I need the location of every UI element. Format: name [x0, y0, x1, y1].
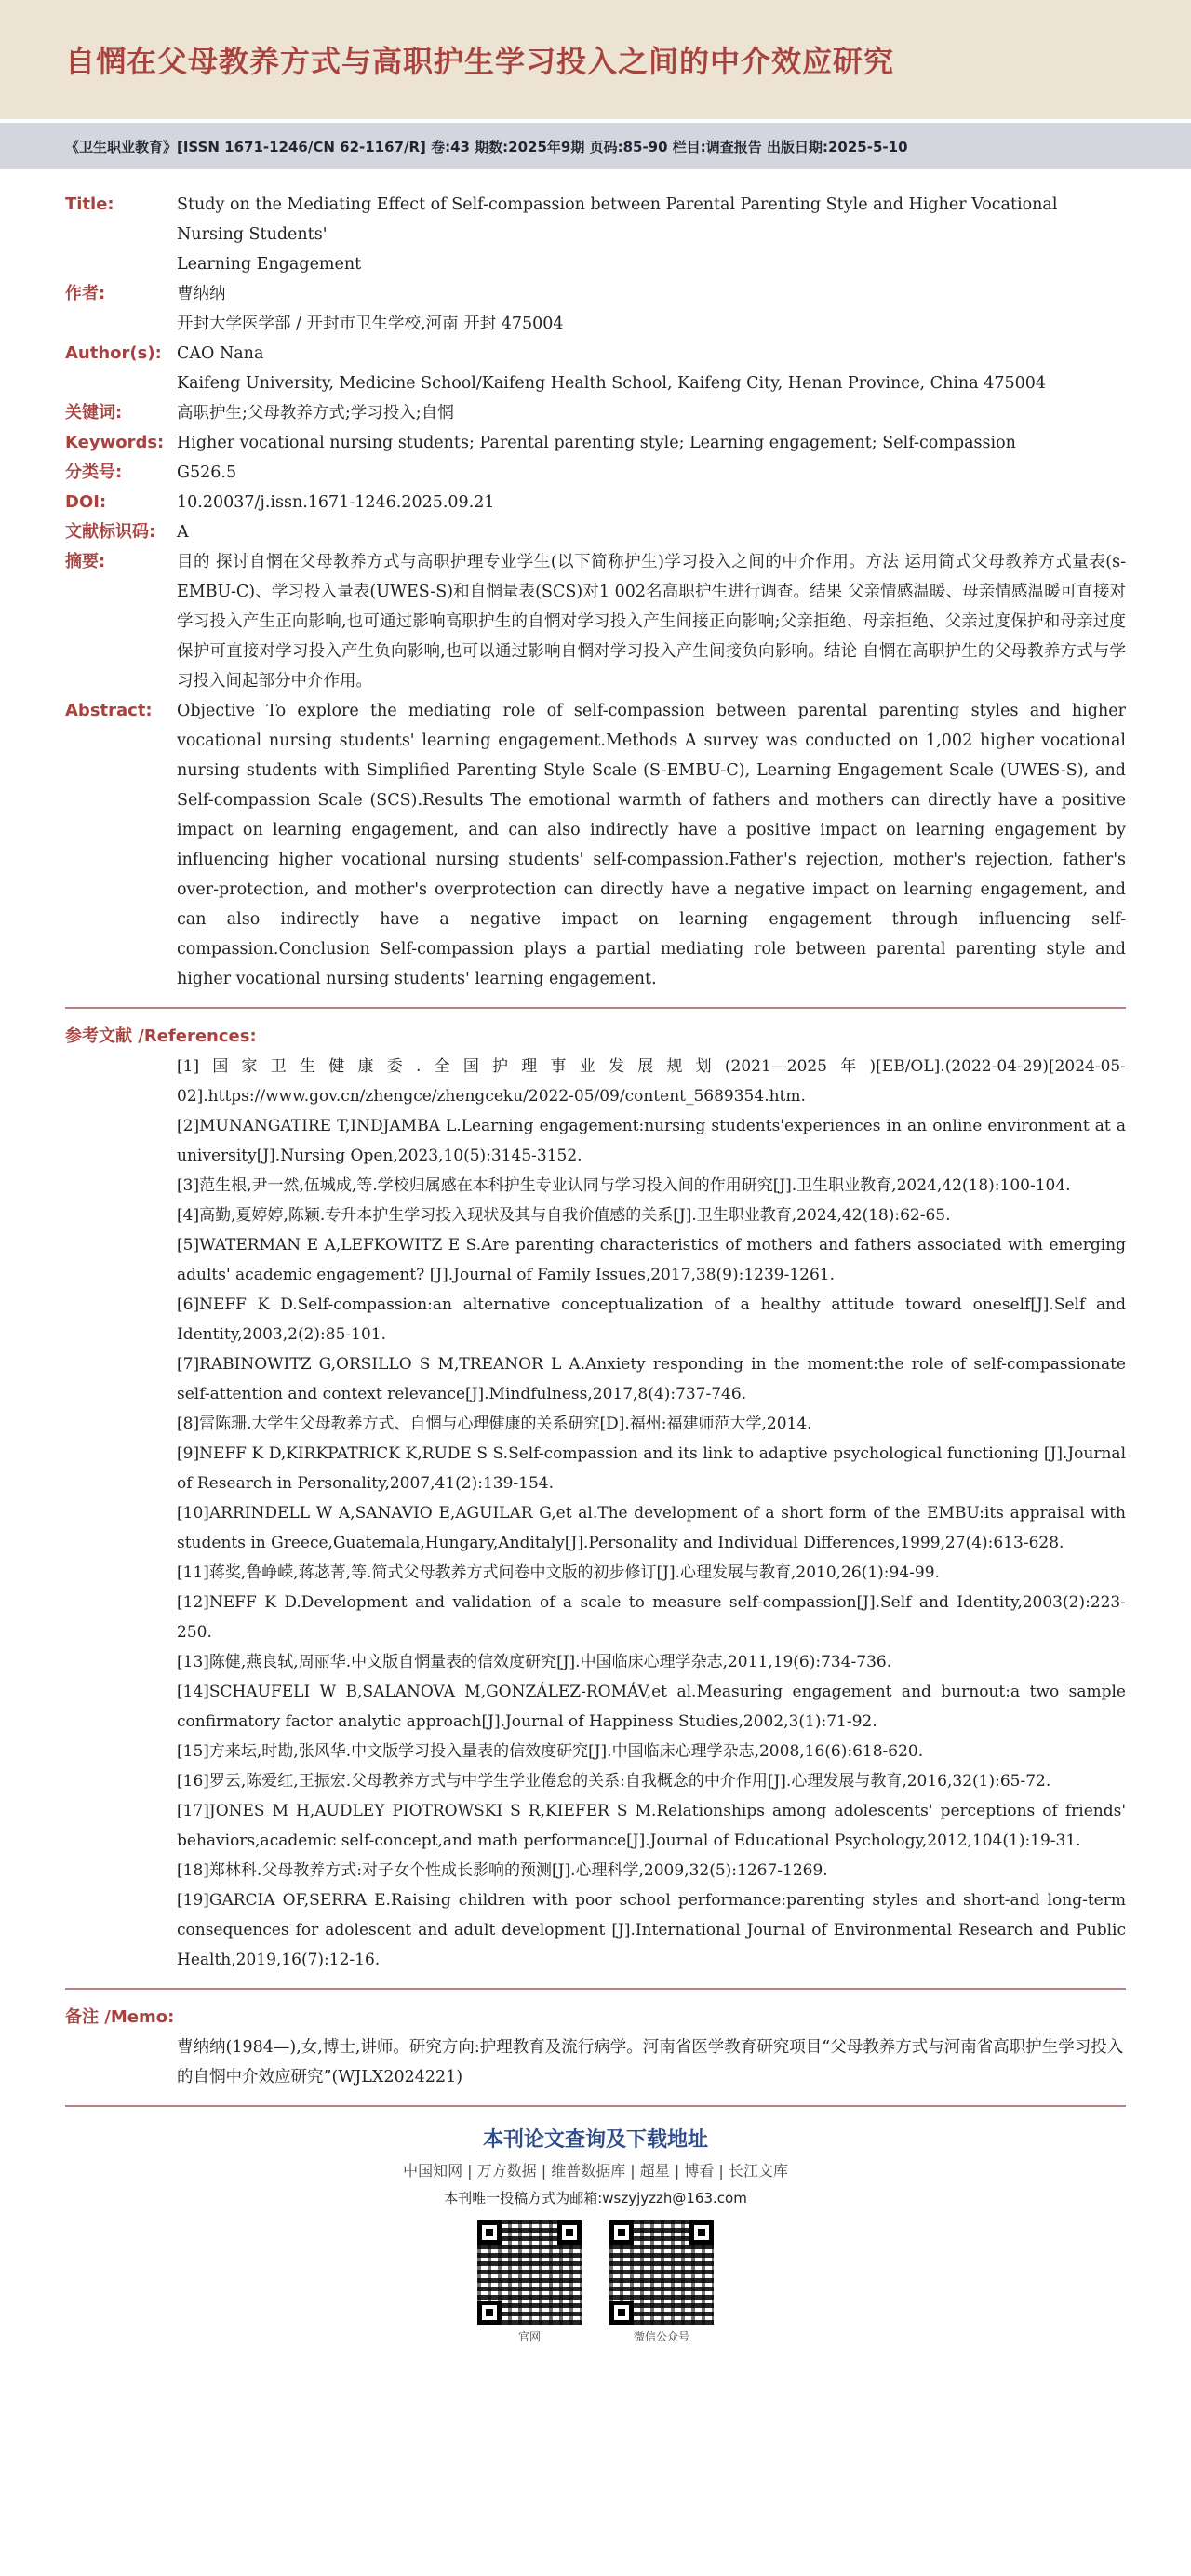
title-row [65, 190, 1126, 279]
author-cn-name: 曹纳纳 [177, 285, 226, 303]
class-no-label: 分类号: [65, 463, 123, 482]
author-en-label: Author(s): [65, 343, 162, 363]
reference-list [65, 1052, 1126, 1975]
meta-bar: 《卫生职业教育》[ISSN 1671-1246/CN 62-1167/R] 卷:43 期数:2025年9期 页码:85-90 栏目:调查报告 出版日期:2025-5-10 [0, 123, 1191, 169]
qr-code-icon [609, 2220, 714, 2325]
footer [65, 2124, 1126, 2344]
qr-code-icon [477, 2220, 582, 2325]
memo-title: 备注 /Memo: [65, 2007, 175, 2027]
abstract-cn-row [65, 547, 1126, 696]
divider [65, 1988, 1126, 1990]
article-info [65, 190, 1126, 994]
doc-code-row [65, 517, 1126, 547]
doi-label: DOI: [65, 492, 107, 512]
abstract-en-label: Abstract: [65, 701, 153, 720]
title-en-line2: Learning Engagement [177, 255, 362, 274]
divider [65, 2105, 1126, 2107]
divider [65, 1007, 1126, 1009]
reference-item: [1]国家卫生健康委.全国护理事业发展规划(2021—2025年)[EB/OL].(2022-04-29)[2024-05-02].https://www.gov.cn/zhengce/zhengceku/2022-05/09/content_5689354.htm. [177, 1057, 1126, 1106]
qr-website-caption: 官网 [517, 2330, 541, 2343]
reference-item: [11]蒋奖,鲁峥嵘,蒋苾菁,等.简式父母教养方式问卷中文版的初步修订[J].心理发展与教育,2010,26(1):94-99. [177, 1563, 940, 1582]
title-en-line1: Study on the Mediating Effect of Self-compassion between Parental Parenting Style and Higher Vocational Nursing Students' [177, 195, 1058, 244]
abstract-en-row [65, 696, 1126, 994]
doc-code-label: 文献标识码: [65, 522, 156, 542]
keywords-cn-label: 关键词: [65, 403, 123, 423]
doi-value[interactable]: 10.20037/j.issn.1671-1246.2025.09.21 [177, 493, 495, 512]
doc-code-value: A [177, 523, 189, 542]
qr-website[interactable] [477, 2220, 582, 2344]
reference-item: [8]雷陈珊.大学生父母教养方式、自惘与心理健康的关系研究[D].福州:福建师范大学,2014. [177, 1415, 812, 1433]
reference-item: [3]范生根,尹一然,伍城成,等.学校归属感在本科护生专业认同与学习投入间的作用研究[J].卫生职业教育,2024,42(18):100-104. [177, 1176, 1071, 1195]
abstract-cn-label: 摘要: [65, 552, 106, 571]
doi-row [65, 488, 1126, 517]
keywords-cn-value: 高职护生;父母教养方式;学习投入;自惘 [177, 404, 454, 423]
title-label: Title: [65, 195, 114, 214]
reference-item: [14]SCHAUFELI W B,SALANOVA M,GONZÁLEZ-ROMÁV,et al.Measuring engagement and burnout:a two sample confirmatory factor analytic approach[J].Journal of Happiness Studies,2002,3(1):71-92. [177, 1683, 1126, 1731]
abstract-en-value: Objective To explore the mediating role of self-compassion between parental parenting styles and higher vocational nursing students' learning engagement.Methods A survey was conducted on 1,002 higher vocational nursing students with Simplified Parenting Style Scale (S-EMBU-C), Learning Engagement Scale (UWES-S), and Self-compassion Scale (SCS).Results The emotional warmth of fathers and mothers can directly have a positive impact on learning engagement, and can also indirectly have a positive impact on learning engagement by influencing higher vocational nursing students' self-compassion.Father's rejection, mother's rejection, father's over-protection, and mother's overprotection can directly have a negative impact on learning engagement, and can also indirectly have a negative impact on learning engagement through influencing self-compassion.Conclusion Self-compassion plays a partial mediating role between parental parenting style and higher vocational nursing students' learning engagement. [177, 702, 1126, 988]
memo-text: 曹纳纳(1984—),女,博士,讲师。研究方向:护理教育及流行病学。河南省医学教育研究项目“父母教养方式与河南省高职护生学习投入的自惘中介效应研究”(WJLX2024221) [177, 2038, 1124, 2086]
reference-item: [4]高勤,夏婷婷,陈颖.专升本护生学习投入现状及其与自我价值感的关系[J].卫生职业教育,2024,42(18):62-65. [177, 1206, 951, 1225]
reference-item: [17]JONES M H,AUDLEY PIOTROWSKI S R,KIEFER S M.Relationships among adolescents' perceptions of friends' behaviors,academic self-concept,and math performance[J].Journal of Educational Psychology,2012,104(1):19-31. [177, 1802, 1126, 1850]
author-en-affil: Kaifeng University, Medicine School/Kaifeng Health School, Kaifeng City, Henan Province, China 475004 [177, 374, 1047, 393]
keywords-en-label: Keywords: [65, 433, 165, 452]
author-en-value [177, 339, 1126, 398]
reference-item: [2]MUNANGATIRE T,INDJAMBA L.Learning engagement:nursing students'experiences in an online environment at a university[J].Nursing Open,2023,10(5):3145-3152. [177, 1117, 1126, 1165]
reference-item: [12]NEFF K D.Development and validation of a scale to measure self-compassion[J].Self and Identity,2003(2):223-250. [177, 1593, 1126, 1642]
author-en-row [65, 339, 1126, 398]
reference-item: [10]ARRINDELL W A,SANAVIO E,AGUILAR G,et al.The development of a short form of the EMBU:its appraisal with students in Greece,Guatemala,Hungary,Anditaly[J].Personality and Individual Differences,1999,27(4):613-628. [177, 1504, 1126, 1552]
author-cn-label: 作者: [65, 284, 106, 303]
reference-item: [18]郑林科.父母教养方式:对子女个性成长影响的预测[J].心理科学,2009,32(5):1267-1269. [177, 1861, 828, 1880]
keywords-en-value: Higher vocational nursing students; Parental parenting style; Learning engagement; Self-compassion [177, 434, 1016, 452]
header-band [0, 0, 1191, 119]
page-title: 自惘在父母教养方式与高职护生学习投入之间的中介效应研究 [65, 44, 895, 79]
reference-item: [6]NEFF K D.Self-compassion:an alternative conceptualization of a healthy attitude toward oneself[J].Self and Identity,2003,2(2):85-101. [177, 1295, 1126, 1344]
footer-databases[interactable]: 中国知网 | 万方数据 | 维普数据库 | 超星 | 博看 | 长江文库 [403, 2162, 788, 2180]
qr-wechat-caption: 微信公众号 [633, 2330, 689, 2343]
author-cn-value [177, 279, 1126, 339]
reference-item: [5]WATERMAN E A,LEFKOWITZ E S.Are parenting characteristics of mothers and fathers associated with emerging adults' academic engagement? [J].Journal of Family Issues,2017,38(9):1239-1261. [177, 1236, 1126, 1284]
footer-email[interactable]: 本刊唯一投稿方式为邮箱:wszyjyzzh@163.com [444, 2190, 747, 2207]
keywords-cn-row [65, 398, 1126, 428]
reference-item: [19]GARCIA OF,SERRA E.Raising children with poor school performance:parenting styles and short-and long-term consequences for adolescent and adult development [J].International Journal of Environmental Research and Public Health,2019,16(7):12-16. [177, 1891, 1126, 1969]
qr-row [65, 2220, 1126, 2344]
class-no-value: G526.5 [177, 463, 237, 482]
reference-item: [16]罗云,陈爱红,王振宏.父母教养方式与中学生学业倦怠的关系:自我概念的中介作用[J].心理发展与教育,2016,32(1):65-72. [177, 1772, 1051, 1791]
title-value [177, 190, 1126, 279]
references-title: 参考文献 /References: [65, 1026, 257, 1046]
author-cn-affil: 开封大学医学部 / 开封市卫生学校,河南 开封 475004 [177, 315, 564, 333]
reference-item: [7]RABINOWITZ G,ORSILLO S M,TREANOR L A.Anxiety responding in the moment:the role of self-compassionate self-attention and context relevance[J].Mindfulness,2017,8(4):737-746. [177, 1355, 1126, 1403]
content [0, 190, 1191, 2344]
author-en-name: CAO Nana [177, 344, 264, 363]
class-no-row [65, 458, 1126, 488]
qr-wechat[interactable] [609, 2220, 714, 2344]
reference-item: [9]NEFF K D,KIRKPATRICK K,RUDE S S.Self-compassion and its link to adaptive psychological functioning [J].Journal of Research in Personality,2007,41(2):139-154. [177, 1444, 1126, 1493]
reference-item: [15]方来坛,时勘,张风华.中文版学习投入量表的信效度研究[J].中国临床心理学杂志,2008,16(6):618-620. [177, 1742, 924, 1761]
author-cn-row [65, 279, 1126, 339]
reference-item: [13]陈健,燕良轼,周丽华.中文版自惘量表的信效度研究[J].中国临床心理学杂志,2011,19(6):734-736. [177, 1653, 892, 1671]
footer-title: 本刊论文查询及下载地址 [482, 2128, 708, 2152]
keywords-en-row [65, 428, 1126, 458]
abstract-cn-value: 目的 探讨自惘在父母教养方式与高职护理专业学生(以下简称护生)学习投入之间的中介作用。方法 运用简式父母教养方式量表(s-EMBU-C)、学习投入量表(UWES-S)和自惘量表(SCS)对1 002名高职护生进行调查。结果 父亲情感温暖、母亲情感温暖可直接对学习投入产生正向影响,也可通过影响高职护生的自惘对学习投入产生间接正向影响;父亲拒绝、母亲拒绝、父亲过度保护和母亲过度保护可直接对学习投入产生负向影响,也可以通过影响自惘对学习投入产生间接负向影响。结论 自惘在高职护生的父母教养方式与学习投入间起部分中介作用。 [177, 553, 1126, 691]
